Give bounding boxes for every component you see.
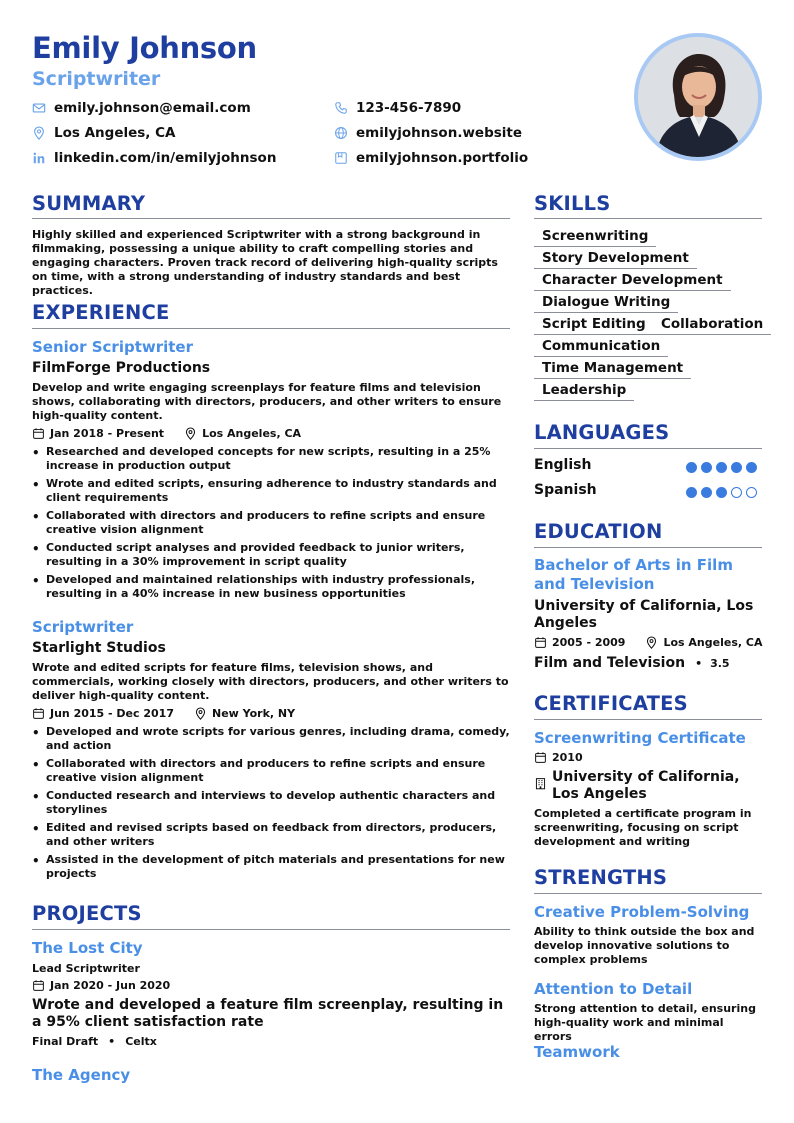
contact-portfolio[interactable]: [334, 150, 528, 166]
phone-text: 123-456-7890: [356, 100, 462, 116]
level-dot-empty: [746, 487, 757, 498]
certificates-heading: CERTIFICATES: [534, 692, 688, 715]
candidate-name: Emily Johnson: [32, 31, 257, 65]
skill-tag: Story Development: [534, 250, 697, 269]
level-dot-filled: [746, 462, 757, 473]
job-description: Develop and write engaging screenplays for feature films and television shows, collaborating with directors, producers, and other writers to ensure high-quality content.: [32, 381, 502, 422]
education-field-row: [534, 655, 730, 671]
strength-title: Teamwork: [534, 1043, 620, 1061]
globe-icon: [334, 126, 348, 140]
list-item: • Developed and maintained relationships with industry professionals, resulting in a 40% increase in new business opportunities: [32, 573, 514, 601]
language-level: [686, 487, 757, 498]
candidate-role: Scriptwriter: [32, 68, 161, 90]
project-tools: [32, 1035, 157, 1048]
linkedin-text: linkedin.com/in/emilyjohnson: [54, 150, 277, 166]
contact-linkedin[interactable]: [32, 150, 276, 166]
level-dot-filled: [686, 462, 697, 473]
project-role: Lead Scriptwriter: [32, 962, 140, 975]
education-heading: EDUCATION: [534, 520, 663, 543]
map-pin-icon: [32, 126, 46, 140]
language-level: [686, 462, 757, 473]
projects-heading: PROJECTS: [32, 902, 142, 925]
skill-tag: Dialogue Writing: [534, 294, 678, 313]
project-title: The Agency: [32, 1066, 131, 1084]
calendar-icon: [534, 636, 547, 649]
certificates-divider: [534, 719, 762, 720]
calendar-icon: [32, 979, 45, 992]
calendar-icon: [32, 707, 45, 720]
skill-tag: Collaboration: [653, 316, 771, 335]
linkedin-icon: [32, 151, 46, 165]
strengths-divider: [534, 893, 762, 894]
experience-divider: [32, 328, 510, 329]
job-title: Senior Scriptwriter: [32, 338, 194, 356]
project-title: The Lost City: [32, 939, 143, 957]
job-description: Wrote and edited scripts for feature films, television shows, and commercials, working closely with directors, producers, and other writers to deliver high-quality content.: [32, 661, 509, 702]
list-item: • Collaborated with directors and producers to refine scripts and ensure creative vision alignment: [32, 509, 514, 537]
education-meta: [534, 636, 762, 649]
list-item: • Developed and wrote scripts for various genres, including drama, comedy, and action: [32, 725, 514, 753]
job-title: Scriptwriter: [32, 618, 134, 636]
education-divider: [534, 547, 762, 548]
skill-tag: Screenwriting: [534, 228, 656, 247]
map-pin-icon: [194, 707, 207, 720]
website-text: emilyjohnson.website: [356, 125, 523, 141]
language-name: Spanish: [534, 482, 597, 498]
level-dot-filled: [701, 462, 712, 473]
list-item: • Collaborated with directors and producers to refine scripts and ensure creative vision alignment: [32, 757, 514, 785]
contact-phone[interactable]: [334, 100, 461, 116]
list-item: • Wrote and edited scripts, ensuring adherence to industry standards and client requirements: [32, 477, 514, 505]
education-location: Los Angeles, CA: [663, 636, 763, 649]
contact-email[interactable]: [32, 100, 251, 116]
company-name: FilmForge Productions: [32, 360, 211, 376]
strengths-heading: STRENGTHS: [534, 866, 668, 889]
level-dot-filled: [716, 462, 727, 473]
summary-heading: SUMMARY: [32, 192, 146, 215]
list-item: • Conducted script analyses and provided feedback to junior writers, resulting in a 30% improvement in script quality: [32, 541, 514, 569]
company-name: Starlight Studios: [32, 640, 166, 656]
portrait-illustration: [638, 37, 758, 157]
skill-tag: Leadership: [534, 382, 634, 401]
skill-tag: Character Development: [534, 272, 731, 291]
map-pin-icon: [184, 427, 197, 440]
summary-divider: [32, 218, 510, 219]
envelope-icon: [32, 101, 46, 115]
skills-divider: [534, 218, 762, 219]
level-dot-filled: [701, 487, 712, 498]
education-field: Film and Television: [534, 655, 686, 671]
job-meta: [32, 707, 295, 720]
job-location: Los Angeles, CA: [202, 427, 302, 440]
certificate-name: Screenwriting Certificate: [534, 729, 746, 747]
level-dot-filled: [686, 487, 697, 498]
skill-tag: Communication: [534, 338, 668, 357]
certificate-issuer: University of California, Los Angeles: [552, 769, 740, 802]
languages-divider: [534, 448, 762, 449]
building-icon: [534, 777, 547, 790]
certificate-description: Completed a certificate program in screenwriting, focusing on script development and writing: [534, 807, 752, 848]
skill-tag: Script Editing: [534, 316, 654, 335]
map-pin-icon: [645, 636, 658, 649]
school-name: University of California, Los Angeles: [534, 598, 754, 631]
job-dates: Jun 2015 - Dec 2017: [50, 707, 174, 720]
job-bullets: [32, 445, 514, 605]
skill-tag: Time Management: [534, 360, 691, 379]
list-item: • Edited and revised scripts based on feedback from directors, producers, and other writers: [32, 821, 514, 849]
location-text: Los Angeles, CA: [54, 125, 176, 141]
calendar-icon: [32, 427, 45, 440]
summary-text: Highly skilled and experienced Scriptwriter with a strong background in filmmaking, possessing a unique ability to craft compelling stories and engaging characters. Proven track record of delivering high-quality scripts on time, with a strong understanding of industry standards and best practices.: [32, 228, 498, 297]
separator-dot: •: [108, 1035, 116, 1048]
portfolio-icon: [334, 151, 348, 165]
education-gpa: 3.5: [710, 656, 730, 670]
list-item: • Assisted in the development of pitch materials and presentations for new projects: [32, 853, 514, 881]
education-dates: 2005 - 2009: [552, 636, 626, 649]
skills-heading: SKILLS: [534, 192, 611, 215]
language-name: English: [534, 457, 592, 473]
email-text: emily.johnson@email.com: [54, 100, 251, 116]
job-meta: [32, 427, 301, 440]
job-location: New York, NY: [211, 707, 296, 720]
project-meta: [32, 979, 170, 992]
certificate-year: 2010: [552, 751, 583, 764]
level-dot-filled: [731, 462, 742, 473]
languages-heading: LANGUAGES: [534, 421, 670, 444]
project-description: Wrote and developed a feature film screenplay, resulting in a 95% client satisfaction rate: [32, 997, 504, 1030]
project-dates: Jan 2020 - Jun 2020: [50, 979, 171, 992]
contact-website[interactable]: [334, 125, 522, 141]
portfolio-text: emilyjohnson.portfolio: [356, 150, 529, 166]
projects-divider: [32, 929, 510, 930]
job-bullets: [32, 725, 514, 885]
strength-title: Creative Problem-Solving: [534, 903, 750, 921]
list-item: • Researched and developed concepts for new scripts, resulting in a 25% increase in production output: [32, 445, 514, 473]
tool-item: Final Draft: [32, 1035, 99, 1048]
strength-title: Attention to Detail: [534, 980, 693, 998]
phone-icon: [334, 101, 348, 115]
certificate-year-row: [534, 751, 583, 764]
profile-photo: [634, 33, 762, 161]
job-dates: Jan 2018 - Present: [50, 427, 165, 440]
list-item: • Conducted research and interviews to develop authentic characters and storylines: [32, 789, 514, 817]
level-dot-empty: [731, 487, 742, 498]
certificate-issuer-row: [534, 769, 762, 803]
separator-dot: •: [695, 656, 703, 670]
strength-text: Ability to think outside the box and develop innovative solutions to complex problems: [534, 925, 755, 966]
strength-text: Strong attention to detail, ensuring high-quality work and minimal errors: [534, 1002, 756, 1043]
degree-title: Bachelor of Arts in Film and Television: [534, 556, 733, 593]
tool-item: Celtx: [125, 1035, 157, 1048]
contact-location: [32, 125, 176, 141]
level-dot-filled: [716, 487, 727, 498]
experience-heading: EXPERIENCE: [32, 301, 170, 324]
calendar-icon: [534, 751, 547, 764]
